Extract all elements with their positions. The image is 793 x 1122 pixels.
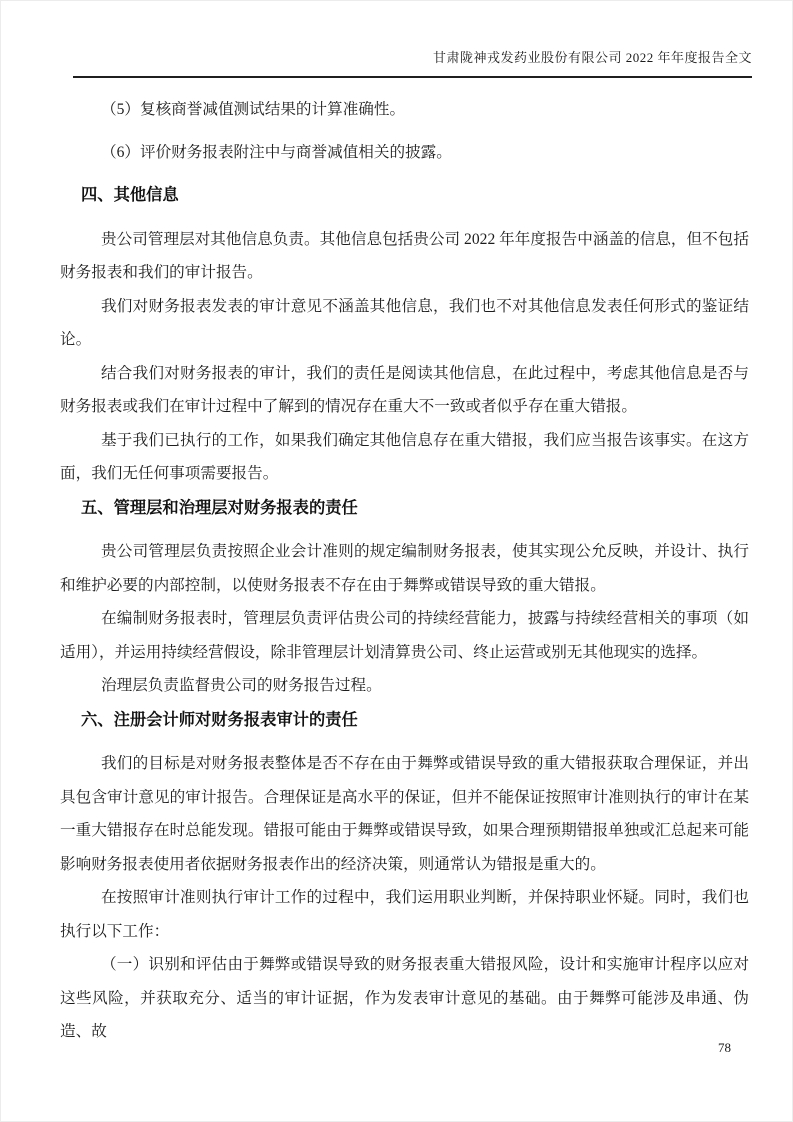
section-heading-management-responsibility: 五、管理层和治理层对财务报表的责任 [81,497,358,517]
paragraph: 我们的目标是对财务报表整体是否不存在由于舞弊或错误导致的重大错报获取合理保证，并出具包含审计意见的审计报告。合理保证是高水平的保证，但并不能保证按照审计准则执行的审计在某一重大错报存在时总能发现。错报可能由于舞弊或错误导致，如果合理预期错报单独或汇总起来可能影响财务报表使用者依据财务报表作出的经济决策，则通常认为错报是重大的。 [60,755,749,873]
section-heading-other-information: 四、其他信息 [81,185,179,204]
paragraph: 贵公司管理层负责按照企业会计准则的规定编制财务报表，使其实现公允反映，并设计、执行和维护必要的内部控制，以使财务报表不存在由于舞弊或错误导致的重大错报。 [60,543,749,594]
paragraph: 治理层负责监督贵公司的财务报告过程。 [101,677,382,694]
procedure-item-5: （5）复核商誉减值测试结果的计算准确性。 [101,101,406,118]
paragraph: 在按照审计准则执行审计工作的过程中，我们运用职业判断，并保持职业怀疑。同时，我们也执行以下工作： [60,889,749,940]
page-header [73,48,752,68]
page-number: 78 [718,1040,731,1055]
paragraph: 结合我们对财务报表的审计，我们的责任是阅读其他信息，在此过程中，考虑其他信息是否与财务报表或我们在审计过程中了解到的情况存在重大不一致或者似乎存在重大错报。 [60,364,749,415]
paragraph: 基于我们已执行的工作，如果我们确定其他信息存在重大错报，我们应当报告该事实。在这方面，我们无任何事项需要报告。 [60,431,749,482]
procedure-item-6: （6）评价财务报表附注中与商誉减值相关的披露。 [101,143,452,161]
document-content [60,93,749,1049]
paragraph: 在编制财务报表时，管理层负责评估贵公司的持续经营能力，披露与持续经营相关的事项（如适用），并运用持续经营假设，除非管理层计划清算贵公司、终止运营或别无其他现实的选择。 [60,610,749,661]
section-heading-auditor-responsibility: 六、注册会计师对财务报表审计的责任 [81,709,358,729]
header-title: 甘肃陇神戎发药业股份有限公司 2022 年年度报告全文 [432,50,752,65]
paragraph: 我们对财务报表发表的审计意见不涵盖其他信息，我们也不对其他信息发表任何形式的鉴证结论。 [60,297,749,348]
header-rule [73,76,752,78]
paragraph: 贵公司管理层对其他信息负责。其他信息包括贵公司 2022 年年度报告中涵盖的信息，但不包括财务报表和我们的审计报告。 [60,230,749,281]
paragraph: （一）识别和评估由于舞弊或错误导致的财务报表重大错报风险，设计和实施审计程序以应对这些风险，并获取充分、适当的审计证据，作为发表审计意见的基础。由于舞弊可能涉及串通、伪造、故 [60,956,749,1040]
